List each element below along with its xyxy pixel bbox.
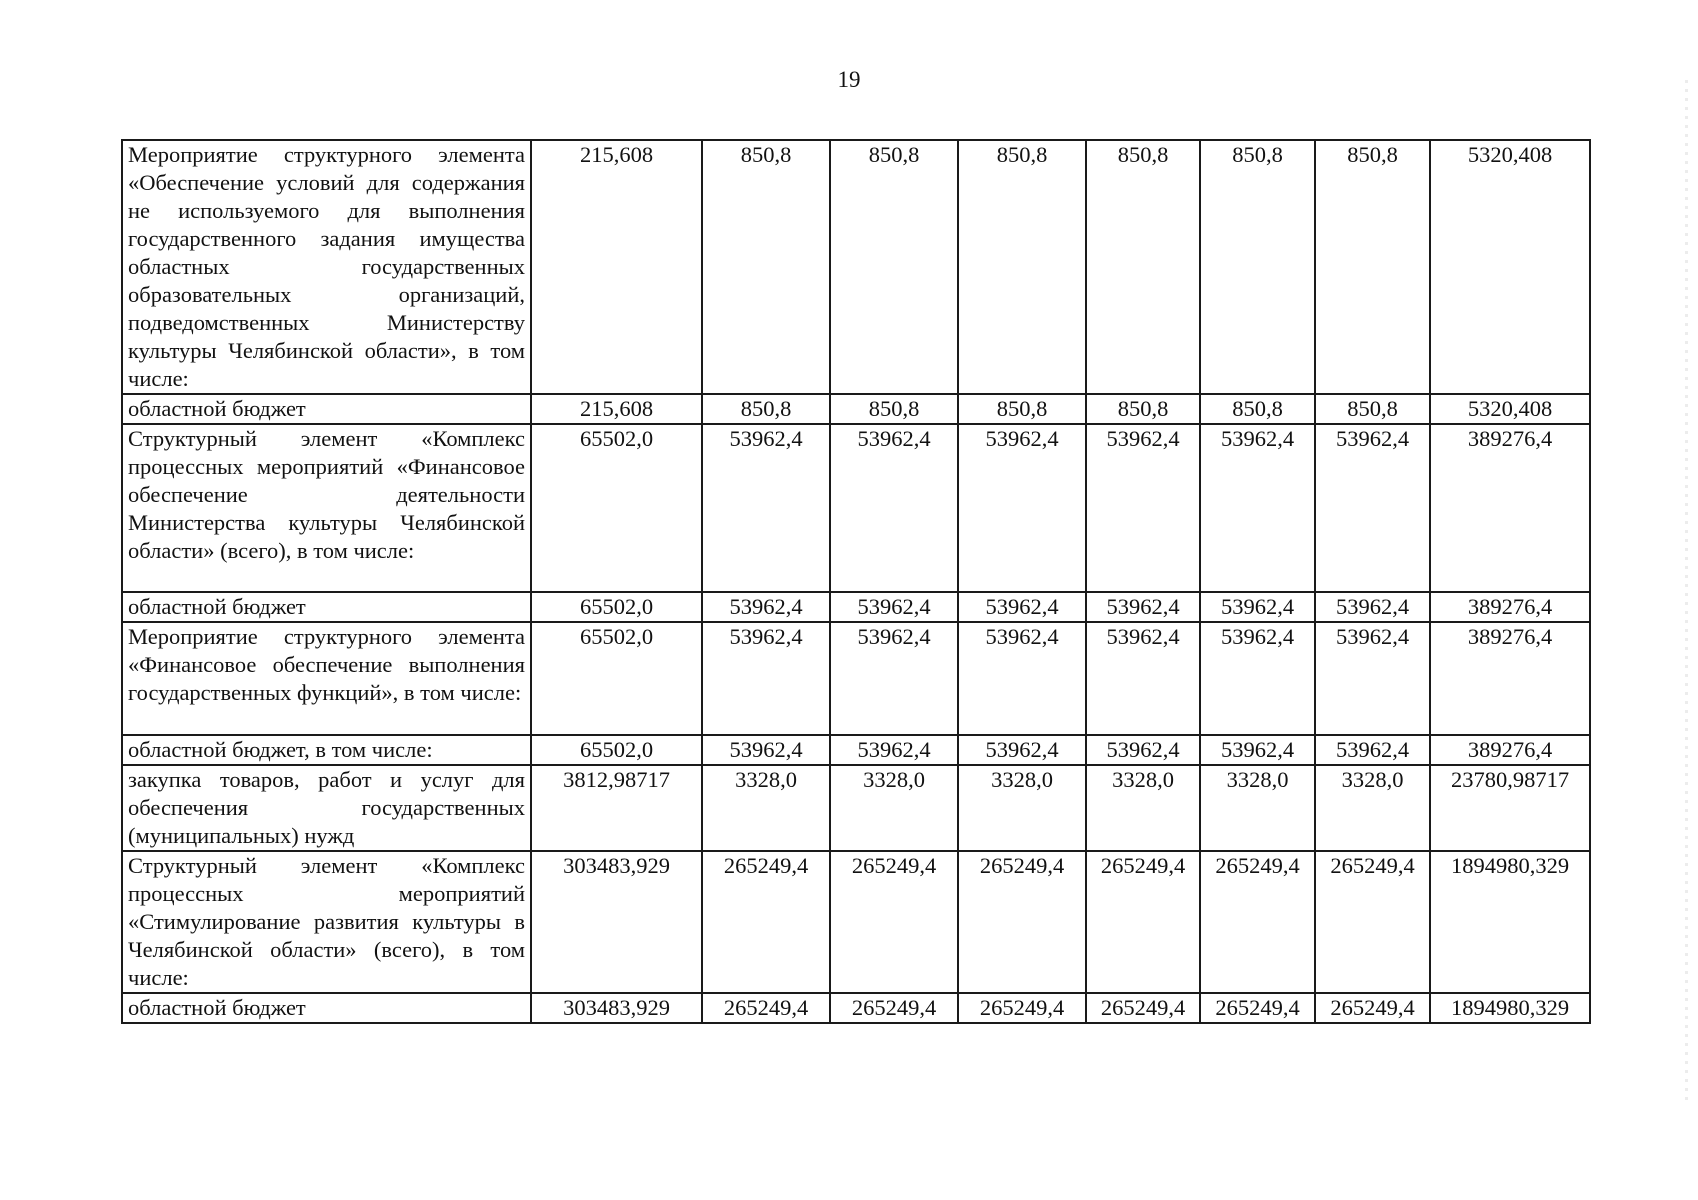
value-cell: 215,608 xyxy=(531,394,702,424)
table-row xyxy=(122,851,1590,993)
value-cell: 265249,4 xyxy=(702,993,830,1023)
table-row xyxy=(122,993,1590,1023)
value-cell: 53962,4 xyxy=(702,622,830,735)
value-cell: 850,8 xyxy=(1200,140,1315,394)
row-label: областной бюджет xyxy=(122,592,531,622)
value-cell: 53962,4 xyxy=(958,424,1086,592)
row-label: Структурный элемент «Комплекс процессных мероприятий «Стимулирование развития культуры в Челябинской области» (всего), в том числе: xyxy=(122,851,531,993)
value-cell: 303483,929 xyxy=(531,993,702,1023)
total-cell: 389276,4 xyxy=(1430,592,1590,622)
row-label: закупка товаров, работ и услуг для обеспечения государственных (муниципальных) нужд xyxy=(122,765,531,851)
value-cell: 53962,4 xyxy=(958,592,1086,622)
value-cell: 265249,4 xyxy=(958,851,1086,993)
total-cell: 23780,98717 xyxy=(1430,765,1590,851)
value-cell: 65502,0 xyxy=(531,592,702,622)
value-cell: 53962,4 xyxy=(702,424,830,592)
value-cell: 3812,98717 xyxy=(531,765,702,851)
value-cell: 850,8 xyxy=(830,394,958,424)
value-cell: 65502,0 xyxy=(531,424,702,592)
value-cell: 850,8 xyxy=(1086,140,1200,394)
row-label: Мероприятие структурного элемента «Финансовое обеспечение выполнения государственных функций», в том числе: xyxy=(122,622,531,735)
value-cell: 265249,4 xyxy=(1200,851,1315,993)
value-cell: 53962,4 xyxy=(702,592,830,622)
value-cell: 850,8 xyxy=(1315,140,1430,394)
value-cell: 53962,4 xyxy=(1086,735,1200,765)
value-cell: 850,8 xyxy=(1086,394,1200,424)
value-cell: 3328,0 xyxy=(1315,765,1430,851)
table-row xyxy=(122,424,1590,592)
table-row xyxy=(122,394,1590,424)
value-cell: 3328,0 xyxy=(1200,765,1315,851)
total-cell: 389276,4 xyxy=(1430,735,1590,765)
total-cell: 5320,408 xyxy=(1430,394,1590,424)
value-cell: 65502,0 xyxy=(531,735,702,765)
value-cell: 53962,4 xyxy=(958,622,1086,735)
total-cell: 389276,4 xyxy=(1430,424,1590,592)
row-label: областной бюджет xyxy=(122,394,531,424)
value-cell: 53962,4 xyxy=(830,622,958,735)
value-cell: 53962,4 xyxy=(1315,424,1430,592)
value-cell: 215,608 xyxy=(531,140,702,394)
value-cell: 53962,4 xyxy=(830,735,958,765)
total-cell: 1894980,329 xyxy=(1430,993,1590,1023)
value-cell: 850,8 xyxy=(1200,394,1315,424)
value-cell: 53962,4 xyxy=(1086,592,1200,622)
value-cell: 265249,4 xyxy=(1315,993,1430,1023)
value-cell: 265249,4 xyxy=(1315,851,1430,993)
value-cell: 53962,4 xyxy=(958,735,1086,765)
value-cell: 265249,4 xyxy=(1086,851,1200,993)
value-cell: 265249,4 xyxy=(1086,993,1200,1023)
table-row xyxy=(122,622,1590,735)
table-row xyxy=(122,140,1590,394)
value-cell: 53962,4 xyxy=(830,592,958,622)
value-cell: 53962,4 xyxy=(1086,622,1200,735)
row-label: областной бюджет xyxy=(122,993,531,1023)
value-cell: 303483,929 xyxy=(531,851,702,993)
total-cell: 1894980,329 xyxy=(1430,851,1590,993)
value-cell: 850,8 xyxy=(1315,394,1430,424)
table-row xyxy=(122,735,1590,765)
value-cell: 53962,4 xyxy=(702,735,830,765)
page-number: 19 xyxy=(837,67,861,92)
value-cell: 53962,4 xyxy=(1200,735,1315,765)
value-cell: 265249,4 xyxy=(1200,993,1315,1023)
value-cell: 265249,4 xyxy=(702,851,830,993)
value-cell: 53962,4 xyxy=(830,424,958,592)
value-cell: 53962,4 xyxy=(1200,424,1315,592)
table-row xyxy=(122,765,1590,851)
scan-edge-artifact xyxy=(1685,80,1688,1100)
value-cell: 53962,4 xyxy=(1315,622,1430,735)
value-cell: 53962,4 xyxy=(1086,424,1200,592)
row-label: Структурный элемент «Комплекс процессных мероприятий «Финансовое обеспечение деятельности Министерства культуры Челябинской области» (всего), в том числе: xyxy=(122,424,531,592)
value-cell: 65502,0 xyxy=(531,622,702,735)
value-cell: 3328,0 xyxy=(1086,765,1200,851)
value-cell: 265249,4 xyxy=(958,993,1086,1023)
value-cell: 265249,4 xyxy=(830,851,958,993)
value-cell: 53962,4 xyxy=(1315,592,1430,622)
value-cell: 850,8 xyxy=(958,394,1086,424)
value-cell: 3328,0 xyxy=(830,765,958,851)
value-cell: 850,8 xyxy=(702,394,830,424)
value-cell: 3328,0 xyxy=(958,765,1086,851)
budget-table xyxy=(121,139,1591,1024)
row-label: областной бюджет, в том числе: xyxy=(122,735,531,765)
value-cell: 850,8 xyxy=(958,140,1086,394)
table-row xyxy=(122,592,1590,622)
value-cell: 53962,4 xyxy=(1200,592,1315,622)
value-cell: 850,8 xyxy=(702,140,830,394)
value-cell: 850,8 xyxy=(830,140,958,394)
value-cell: 265249,4 xyxy=(830,993,958,1023)
row-label: Мероприятие структурного элемента «Обеспечение условий для содержания не используемого для выполнения государственного задания имущества областных государственных образовательных организаций, подведомственных Министерству культуры Челябинской области», в том числе: xyxy=(122,140,531,394)
value-cell: 53962,4 xyxy=(1200,622,1315,735)
value-cell: 3328,0 xyxy=(702,765,830,851)
total-cell: 5320,408 xyxy=(1430,140,1590,394)
value-cell: 53962,4 xyxy=(1315,735,1430,765)
total-cell: 389276,4 xyxy=(1430,622,1590,735)
